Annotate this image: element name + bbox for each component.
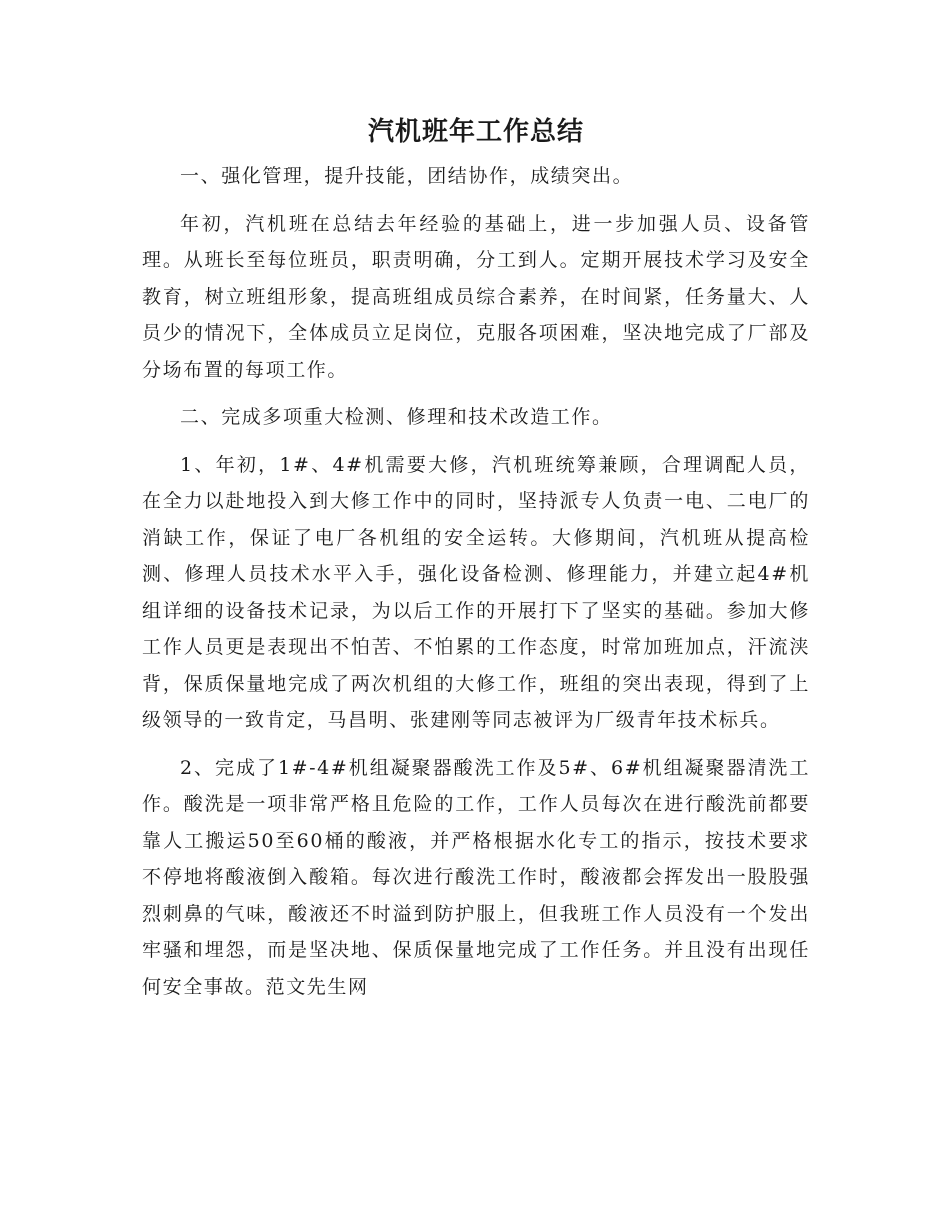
body-paragraph-1: 年初，汽机班在总结去年经验的基础上，进一步加强人员、设备管理。从班长至每位班员，职责明确，分工到人。定期开展技术学习及安全教育，树立班组形象，提高班组成员综合素养，在时间紧，任务量大、人员少的情况下，全体成员立足岗位，克服各项困难，坚决地完成了厂部及分场布置的每项工作。	[142, 212, 810, 381]
body-paragraph-3: 2、完成了1#-4#机组凝聚器酸洗工作及5#、6#机组凝聚器清洗工作。酸洗是一项非常严格且危险的工作，工作人员每次在进行酸洗前都要靠人工搬运50至60桶的酸液，并严格根据水化专工的指示，按技术要求不停地将酸液倒入酸箱。每次进行酸洗工作时，酸液都会挥发出一股股强烈刺鼻的气味，酸液还不时溢到防护服上，但我班工作人员没有一个发出牢骚和埋怨，而是坚决地、保质保量地完成了工作任务。并且没有出现任何安全事故。范文先生网	[142, 756, 810, 998]
document-body	[142, 112, 810, 1005]
section-heading-1: 一、强化管理，提升技能，团结协作，成绩突出。	[180, 165, 634, 187]
document-title: 汽机班年工作总结	[367, 117, 584, 147]
body-paragraph-2: 1、年初，1#、4#机需要大修，汽机班统筹兼顾，合理调配人员，在全力以赴地投入到大修工作中的同时，坚持派专人负责一电、二电厂的消缺工作，保证了电厂各机组的安全运转。大修期间，汽机班从提高检测、修理人员技术水平入手，强化设备检测、修理能力，并建立起4#机组详细的设备技术记录，为以后工作的开展打下了坚实的基础。参加大修工作人员更是表现出不怕苦、不怕累的工作态度，时常加班加点，汗流浃背，保质保量地完成了两次机组的大修工作，班组的突出表现，得到了上级领导的一致肯定，马昌明、张建刚等同志被评为厂级青年技术标兵。	[142, 453, 810, 731]
section-heading-2: 二、完成多项重大检测、修理和技术改造工作。	[180, 406, 613, 428]
